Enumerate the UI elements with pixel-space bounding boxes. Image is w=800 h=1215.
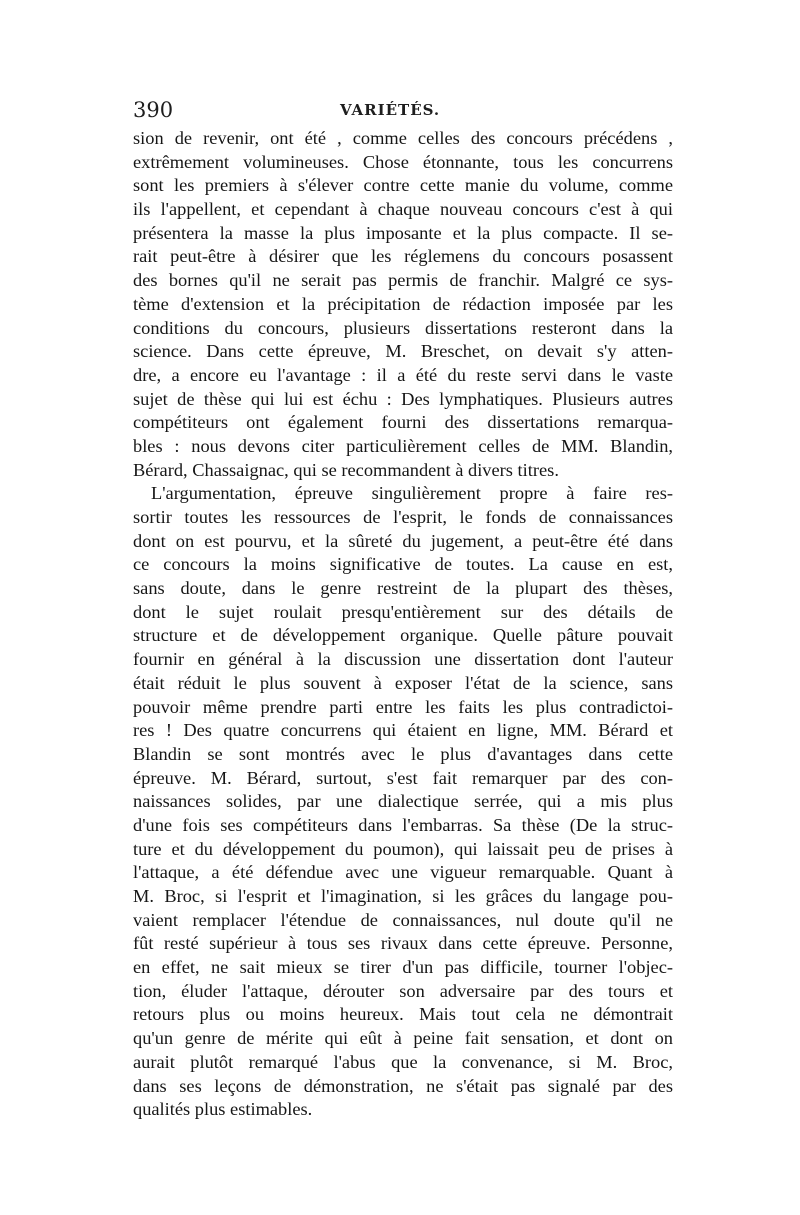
text-line: dont le sujet roulait presqu'entièrement sur des détails de [133,601,673,622]
text-line: structure et de développement organique. Quelle pâture pouvait [133,625,673,646]
text-line: tion, éluder l'attaque, dérouter son adversaire par des tours et [133,980,673,1001]
text-line: était réduit le plus souvent à exposer l'état de la science, sans [133,672,673,693]
body-text [133,127,673,1122]
text-line: l'attaque, a été défendue avec une vigueur remarquable. Quant à [133,862,673,883]
text-line: sans doute, dans le genre restreint de la plupart des thèses, [133,578,673,599]
text-line: ils l'appellent, et cependant à chaque nouveau concours c'est à qui [133,199,673,220]
text-line: pouvoir même prendre parti entre les faits les plus contradictoi- [133,696,673,717]
text-line: Blandin se sont montrés avec le plus d'avantages dans cette [133,743,673,764]
text-line: Bérard, Chassaignac, qui se recommandent à divers titres. [133,459,559,480]
page-number: 390 [133,98,174,122]
text-line: sont les premiers à s'élever contre cette manie du volume, comme [133,175,673,196]
text-line: qualités plus estimables. [133,1099,313,1120]
text-line: science. Dans cette épreuve, M. Breschet, on devait s'y atten- [133,341,673,362]
text-line: tème d'extension et la précipitation de rédaction imposée par les [133,293,673,314]
text-line: fût resté supérieur à tous ses rivaux dans cette épreuve. Personne, [133,933,673,954]
text-line: sion de revenir, ont été , comme celles des concours précédens , [133,128,673,148]
text-line: dre, a encore eu l'avantage : il a été du reste servi dans le vaste [133,364,673,385]
text-line: sujet de thèse qui lui est échu : Des lymphatiques. Plusieurs autres [133,388,673,409]
text-line: dans ses leçons de démonstration, ne s'était pas signalé par des [133,1075,673,1096]
text-line: en effet, ne sait mieux se tirer d'un pas difficile, tourner l'objec- [133,957,673,978]
text-line: sortir toutes les ressources de l'esprit, le fonds de connaissances [133,507,673,527]
text-line: naissances solides, par une dialectique serrée, qui a mis plus [133,791,673,812]
text-line: aurait plutôt remarqué l'abus que la convenance, si M. Broc, [133,1051,673,1072]
text-line: res ! Des quatre concurrens qui étaient en ligne, MM. Bérard et [133,720,673,741]
text-line: extrêmement volumineuses. Chose étonnante, tous les concurrens [133,151,673,172]
text-line: ture et du développement du poumon), qui laissait peu de prises à [133,838,673,859]
text-line: vaient remplacer l'étendue de connaissances, nul doute qu'il ne [133,909,673,930]
text-line: épreuve. M. Bérard, surtout, s'est fait remarquer par des con- [133,767,673,788]
text-line: d'une fois ses compétiteurs dans l'embarras. Sa thèse (De la struc- [133,814,673,835]
running-head: VARIÉTÉS. [340,101,441,119]
text-line: dont on est pourvu, et la sûreté du jugement, a peut-être été dans [133,530,673,551]
text-line: fournir en général à la discussion une dissertation dont l'auteur [133,649,673,670]
text-line: retours plus ou moins heureux. Mais tout cela ne démontrait [133,1004,673,1025]
text-line: L'argumentation, épreuve singulièrement propre à faire res- [151,483,673,504]
text-line: rait peut-être à désirer que les réglemens du concours posassent [133,246,673,267]
text-line: bles : nous devons citer particulièrement celles de MM. Blandin, [133,435,673,456]
text-line: des bornes qu'il ne serait pas permis de franchir. Malgré ce sys- [133,270,673,291]
text-line: ce concours la moins significative de toutes. La cause en est, [133,554,673,575]
text-line: qu'un genre de mérite qui eût à peine fait sensation, et dont on [133,1028,673,1049]
text-line: M. Broc, si l'esprit et l'imagination, si les grâces du langage pou- [133,886,673,906]
page-header [133,98,673,124]
text-line: conditions du concours, plusieurs dissertations resteront dans la [133,317,673,338]
text-line: compétiteurs ont également fourni des dissertations remarqua- [133,412,673,433]
text-line: présentera la masse la plus imposante et la plus compacte. Il se- [133,222,673,243]
